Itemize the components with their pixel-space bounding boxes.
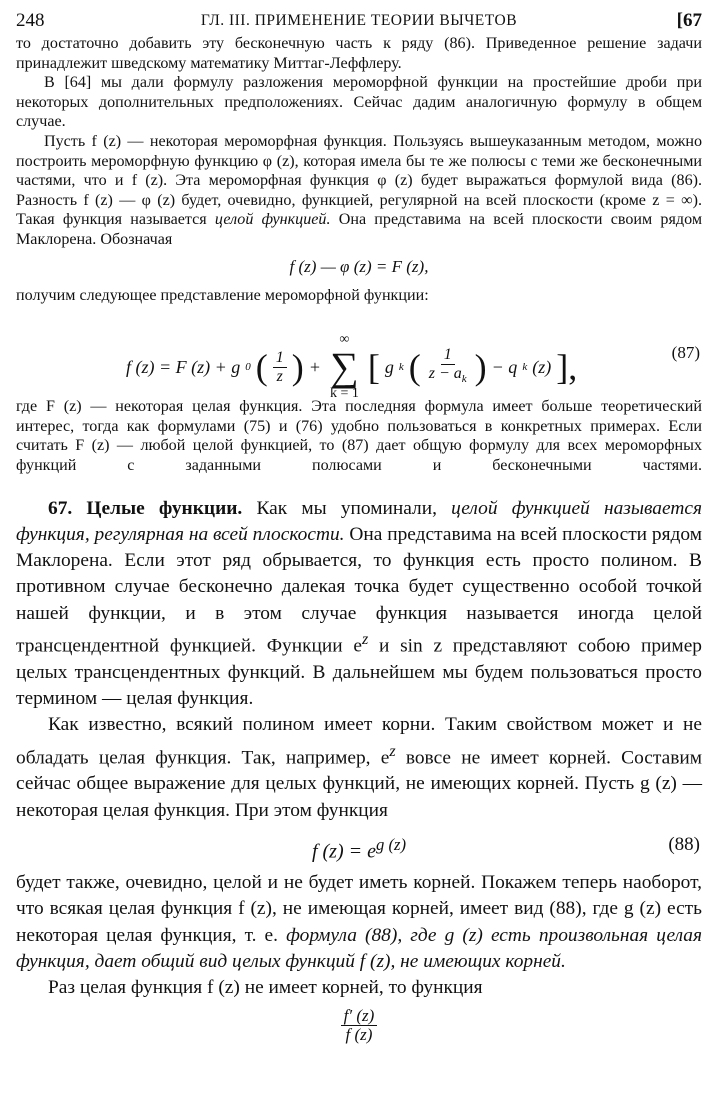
equation-87 [16, 305, 702, 402]
numerator: 1 [441, 346, 455, 365]
text: Она представима на всей плоскости своим рядом Маклорена. Обозначая [16, 211, 702, 248]
paragraph: где F (z) — некоторая целая функция. Эта последняя формула имеет больше теоретический интерес, тогда как формулами (75) и (76) удобно пользоваться в конкретных примерах. Если считать F (z) — любой целой функцией, то (87) дает общую формулу для всех мероморфных функций с заданными полюсами и бесконечными частями. [16, 398, 702, 474]
paragraph [16, 132, 702, 250]
equation-derivative-ratio [16, 1007, 702, 1059]
small-print-block [16, 34, 702, 476]
fraction [341, 1007, 378, 1044]
superscript: z [362, 630, 369, 648]
text: Она представима на всей плоскости рядом Маклорена. Если этот ряд обрывается, то функция есть просто полином. В противном случае бесконечно далекая точка будет существенно особой точкой нашей функции, и в этом случае функция называется иногда целой трансцендентной функцией. Функции e [16, 523, 702, 657]
bracket: [ [367, 347, 380, 388]
eq-body: f (z) = e [311, 840, 376, 863]
plus-sign: + [308, 356, 321, 377]
page-header [16, 8, 702, 34]
equation-88 [16, 826, 702, 864]
fraction [426, 346, 470, 388]
paren: ( [408, 347, 421, 388]
denominator: f (z) [345, 1025, 373, 1045]
eq-minus-q: − q [491, 356, 518, 377]
page-number: 248 [16, 10, 45, 31]
paragraph: В [64] мы дали формулу разложения мероморфной функции на простейшие дроби при некоторых дополнительных предположениях. Сейчас дадим аналогичную формулу в общем случае. [16, 74, 702, 131]
eq-lhs: f (z) = F (z) + g [126, 356, 241, 377]
main-print-block [16, 496, 702, 1060]
eq-subscript: k [522, 361, 528, 374]
emphasis: формула (88), где g (z) есть произвольная целая функция, дает общий вид целых функций f (z), не имеющих корней. [16, 924, 702, 972]
paragraph: Раз целая функция f (z) не имеет корней, то функция [48, 977, 483, 999]
text: Как известно, всякий полином имеет корни. Таким свойством может и не обладать целая функция. Так, например, e [16, 714, 702, 769]
denominator: z [276, 367, 283, 385]
book-page [16, 8, 702, 1059]
summation [330, 333, 359, 401]
text: будет также, очевидно, целой и не будет иметь корней. Покажем теперь наоборот, что всякая целая функция f (z), не имеющая корней, имеет вид (88), где g (z) есть некоторая целая функция, т. е. [16, 872, 702, 946]
paragraph: то достаточно добавить эту бесконечную часть к ряду (86). Приведенное решение задачи принадлежит шведскому математику Миттаг-Леффлеру. [16, 35, 702, 72]
running-title: ГЛ. III. ПРИМЕНЕНИЕ ТЕОРИИ ВЫЧЕТОВ [200, 12, 518, 29]
sum-lower: k = 1 [329, 386, 359, 402]
sum-upper: ∞ [339, 332, 350, 348]
equation-body [126, 333, 577, 401]
paragraph [16, 712, 702, 824]
fraction [273, 349, 287, 386]
emphasis: целой функцией. [214, 211, 331, 229]
text: вовсе не имеет корней. Составим сейчас общее выражение для целых функций, не имеющих корней. Пусть g (z) — некоторая целая функция. При этом функция [16, 747, 702, 821]
eq-arg: (z) [532, 356, 552, 377]
superscript: g (z) [375, 835, 407, 854]
bracket: ], [556, 347, 578, 388]
section-marker: [67 [676, 10, 702, 31]
denominator: $z - a_k$ [428, 365, 467, 386]
paragraph [16, 870, 702, 975]
superscript: z [389, 742, 396, 760]
paren: ( [255, 347, 268, 388]
eq-subscript: 0 [245, 361, 251, 374]
paren: ) [291, 347, 304, 388]
section-title: 67. Целые функции. [48, 497, 243, 519]
equation-number: (87) [671, 343, 700, 363]
text: и sin z представляют собою пример целых трансцендентных функций. В дальнейшем мы будем пользоваться просто термином — целая функция. [16, 635, 702, 710]
numerator: f′ (z) [341, 1007, 378, 1026]
emphasis: целой функцией называется функция, регулярная на всей плоскости. [16, 497, 702, 545]
eq-subscript: k [398, 361, 404, 374]
sigma-symbol: ∑ [330, 344, 359, 390]
text: Пусть f (z) — некоторая мероморфная функция. Пользуясь вышеуказанным методом, можно построить мероморфную функцию φ (z), которая имела бы те же полюсы с теми же бесконечными частями, что и f (z). Эта мероморфная функция φ (z) будет выражаться формулой вида (86). Разность f (z) — φ (z) будет, очевидно, функцией, регулярной на всей плоскости (кроме z = ∞). Такая функция называется [16, 132, 702, 229]
paragraph: получим следующее представление мероморфной функции: [16, 286, 429, 304]
paren: ) [474, 347, 487, 388]
paragraph [16, 496, 702, 713]
text: Как мы упоминали, [256, 497, 437, 519]
eq-g: g [384, 356, 394, 377]
equation-number: (88) [668, 834, 700, 855]
numerator: 1 [273, 349, 287, 368]
equation: f (z) — φ (z) = F (z), [289, 256, 429, 276]
